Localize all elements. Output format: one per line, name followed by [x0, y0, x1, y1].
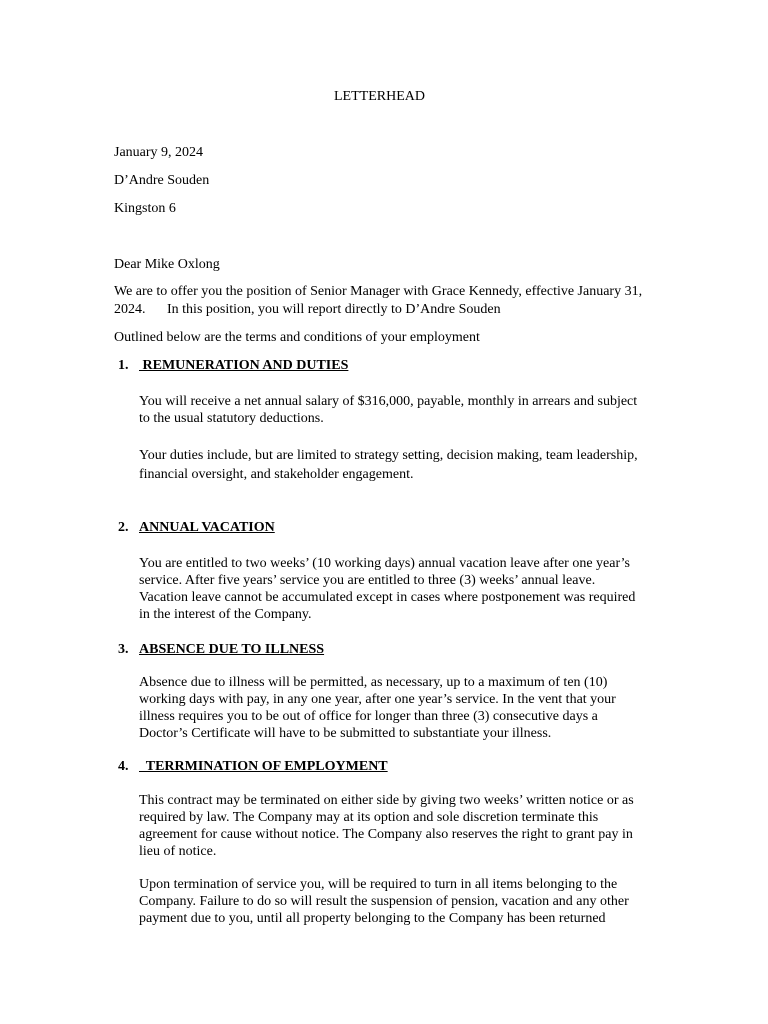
section-number: 4.	[118, 759, 129, 774]
letterhead-title: LETTERHEAD	[334, 89, 425, 104]
paragraph-line: Your duties include, but are limited to strategy setting, decision making, team leadership,	[139, 448, 638, 463]
section-number: 3.	[118, 642, 129, 657]
sender-location: Kingston 6	[114, 201, 176, 216]
paragraph-line: financial oversight, and stakeholder engagement.	[139, 467, 414, 482]
paragraph-line: illness requires you to be out of office for longer than three (3) consecutive days a	[139, 709, 598, 724]
paragraph-line: Absence due to illness will be permitted, as necessary, up to a maximum of ten (10)	[139, 675, 608, 690]
paragraph-line: agreement for cause without notice. The Company also reserves the right to grant pay in	[139, 827, 633, 842]
paragraph-line: Company. Failure to do so will result the suspension of pension, vacation and any other	[139, 894, 629, 909]
paragraph-line: service. After five years’ service you are entitled to three (3) weeks’ annual leave.	[139, 573, 596, 588]
outline-text: Outlined below are the terms and conditions of your employment	[114, 330, 480, 345]
section-title: ANNUAL VACATION	[139, 520, 275, 535]
paragraph-line: You will receive a net annual salary of $316,000, payable, monthly in arrears and subject	[139, 394, 638, 409]
paragraph-line: working days with pay, in any one year, after one year’s service. In the vent that your	[139, 692, 616, 707]
section-title: ABSENCE DUE TO ILLNESS	[139, 642, 325, 657]
paragraph-line: to the usual statutory deductions.	[139, 411, 324, 426]
section-number: 2.	[118, 520, 129, 535]
section-number: 1.	[118, 358, 129, 373]
sender-name: D’Andre Souden	[114, 173, 210, 188]
intro-line: In this position, you will report directly to D’Andre Souden	[167, 302, 501, 317]
section-title: TERRMINATION OF EMPLOYMENT	[139, 759, 388, 774]
paragraph-line: payment due to you, until all property belonging to the Company has been returned	[139, 911, 606, 926]
salutation: Dear Mike Oxlong	[114, 257, 220, 272]
section-title: REMUNERATION AND DUTIES	[139, 358, 349, 373]
paragraph-line: Doctor’s Certificate will have to be submitted to substantiate your illness.	[139, 726, 552, 741]
paragraph-line: required by law. The Company may at its option and sole discretion terminate this	[139, 810, 599, 825]
paragraph-line: You are entitled to two weeks’ (10 working days) annual vacation leave after one year’s	[139, 556, 631, 571]
paragraph-line: in the interest of the Company.	[139, 607, 312, 622]
intro-line: 2024.	[114, 302, 146, 317]
paragraph-line: This contract may be terminated on either side by giving two weeks’ written notice or as	[139, 793, 634, 808]
paragraph-line: Upon termination of service you, will be required to turn in all items belonging to the	[139, 877, 618, 892]
letter-date: January 9, 2024	[114, 145, 204, 160]
paragraph-line: lieu of notice.	[139, 844, 217, 859]
paragraph-line: Vacation leave cannot be accumulated except in cases where postponement was required	[139, 590, 636, 605]
intro-line: We are to offer you the position of Senior Manager with Grace Kennedy, effective January 31,	[114, 284, 643, 299]
